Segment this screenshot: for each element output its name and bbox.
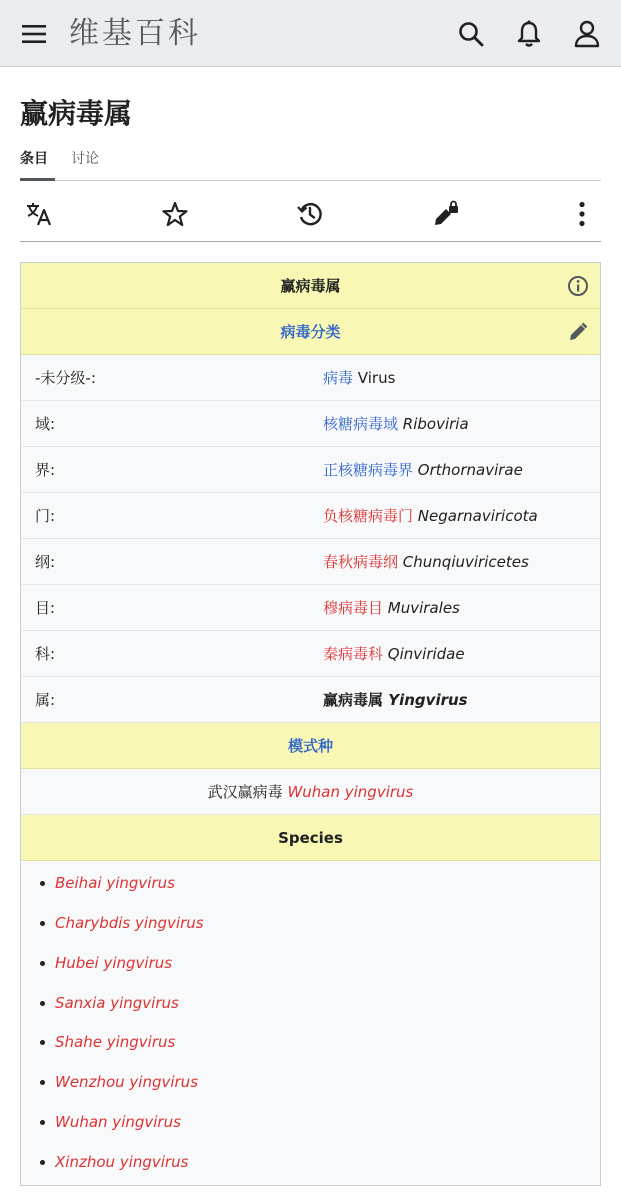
bullet — [40, 1040, 45, 1045]
taxon-latin: Virus — [357, 369, 396, 387]
species-redlink[interactable]: Sanxia yingvirus — [55, 994, 179, 1012]
rank-label: 纲: — [35, 553, 56, 571]
rank-row — [21, 677, 600, 723]
info-icon[interactable] — [566, 274, 590, 298]
species-redlink[interactable]: Charybdis yingvirus — [55, 914, 204, 932]
species-list — [21, 861, 600, 1185]
tab-article[interactable]: 条目 — [20, 151, 48, 167]
species-redlink[interactable]: Wenzhou yingvirus — [55, 1073, 199, 1091]
rank-row — [21, 585, 600, 631]
species-heading-row — [21, 815, 600, 861]
species-redlink[interactable]: Hubei yingvirus — [55, 954, 173, 972]
classification-heading-row — [21, 309, 600, 355]
rank-label: 界: — [35, 461, 56, 479]
taxon-latin: Negarnaviricota — [417, 507, 538, 525]
species-heading: Species — [278, 829, 343, 847]
type-species-row — [21, 769, 600, 815]
bullet — [40, 1120, 45, 1125]
rank-row — [21, 493, 600, 539]
rank-label: 门: — [35, 507, 56, 525]
taxon-cn-redlink[interactable]: 春秋病毒纲 — [323, 553, 399, 571]
rank-row — [21, 447, 600, 493]
taxon-value — [323, 631, 465, 677]
bullet — [40, 881, 45, 886]
search-icon[interactable] — [451, 14, 491, 54]
rank-label: 目: — [35, 599, 56, 617]
taxon-latin: Chunqiuviricetes — [402, 553, 529, 571]
taxon-latin: Riboviria — [402, 415, 469, 433]
taxon-latin: Orthornavirae — [417, 461, 523, 479]
taxon-value — [323, 585, 460, 631]
bullet — [40, 921, 45, 926]
rank-label: 科: — [35, 645, 56, 663]
taxon-latin: Muvirales — [387, 599, 460, 617]
rank-row — [21, 631, 600, 677]
rank-label: 域: — [35, 415, 56, 433]
language-icon[interactable] — [20, 195, 58, 233]
more-vertical-icon[interactable] — [563, 195, 601, 233]
tab-talk[interactable]: 讨论 — [71, 151, 99, 167]
pencil-icon[interactable] — [566, 320, 590, 344]
rank-label: 属: — [35, 691, 56, 709]
hamburger-menu-icon[interactable] — [14, 14, 54, 54]
taxon-cn-redlink[interactable]: 负核糖病毒门 — [323, 507, 414, 525]
taxon-value — [323, 493, 538, 539]
type-species-latin-redlink[interactable]: Wuhan yingvirus — [287, 783, 414, 801]
taxon-cn-link[interactable]: 病毒 — [323, 369, 354, 387]
rank-row — [21, 355, 600, 401]
page-tabs — [20, 140, 601, 181]
taxon-value — [323, 401, 469, 447]
taxon-cn-redlink[interactable]: 穆病毒目 — [323, 599, 384, 617]
taxon-latin: Qinviridae — [387, 645, 465, 663]
taxobox-title: 赢病毒属 — [280, 277, 341, 295]
taxobox-title-row — [21, 263, 600, 309]
bullet — [40, 1160, 45, 1165]
type-species-heading-row — [21, 723, 600, 769]
taxon-cn-redlink[interactable]: 秦病毒科 — [323, 645, 384, 663]
bell-icon[interactable] — [509, 14, 549, 54]
species-redlink[interactable]: Xinzhou yingvirus — [55, 1153, 189, 1171]
bullet — [40, 1080, 45, 1085]
taxobox — [20, 262, 601, 1186]
bullet — [40, 961, 45, 966]
rank-row — [21, 539, 600, 585]
taxon-value — [323, 355, 395, 401]
rank-row — [21, 401, 600, 447]
species-redlink[interactable]: Shahe yingvirus — [55, 1033, 176, 1051]
taxon-value — [323, 539, 529, 585]
site-logo[interactable]: 维基百科 — [69, 16, 201, 51]
species-redlink[interactable]: Beihai yingvirus — [55, 874, 175, 892]
star-icon[interactable] — [156, 195, 194, 233]
page-actions-bar — [20, 188, 601, 242]
taxon-value — [323, 447, 523, 493]
history-icon[interactable] — [291, 195, 329, 233]
taxon-cn-current: 赢病毒属 — [323, 691, 384, 709]
rank-label: -未分级-: — [35, 369, 96, 387]
taxon-cn-link[interactable]: 正核糖病毒界 — [323, 461, 414, 479]
taxon-cn-link[interactable]: 核糖病毒域 — [323, 415, 399, 433]
taxon-latin: Yingvirus — [388, 691, 468, 709]
taxon-value — [323, 677, 468, 723]
type-species-heading-link[interactable]: 模式种 — [287, 737, 333, 755]
classification-heading-link[interactable]: 病毒分类 — [280, 323, 341, 341]
bullet — [40, 1001, 45, 1006]
user-icon[interactable] — [567, 14, 607, 54]
species-redlink[interactable]: Wuhan yingvirus — [55, 1113, 181, 1131]
type-species-value — [21, 769, 600, 815]
tab-selected-indicator — [20, 178, 55, 181]
page-title: 赢病毒属 — [20, 97, 133, 130]
top-header — [0, 0, 621, 67]
edit-lock-icon[interactable] — [427, 195, 465, 233]
type-species-cn: 武汉赢病毒 — [207, 783, 283, 801]
